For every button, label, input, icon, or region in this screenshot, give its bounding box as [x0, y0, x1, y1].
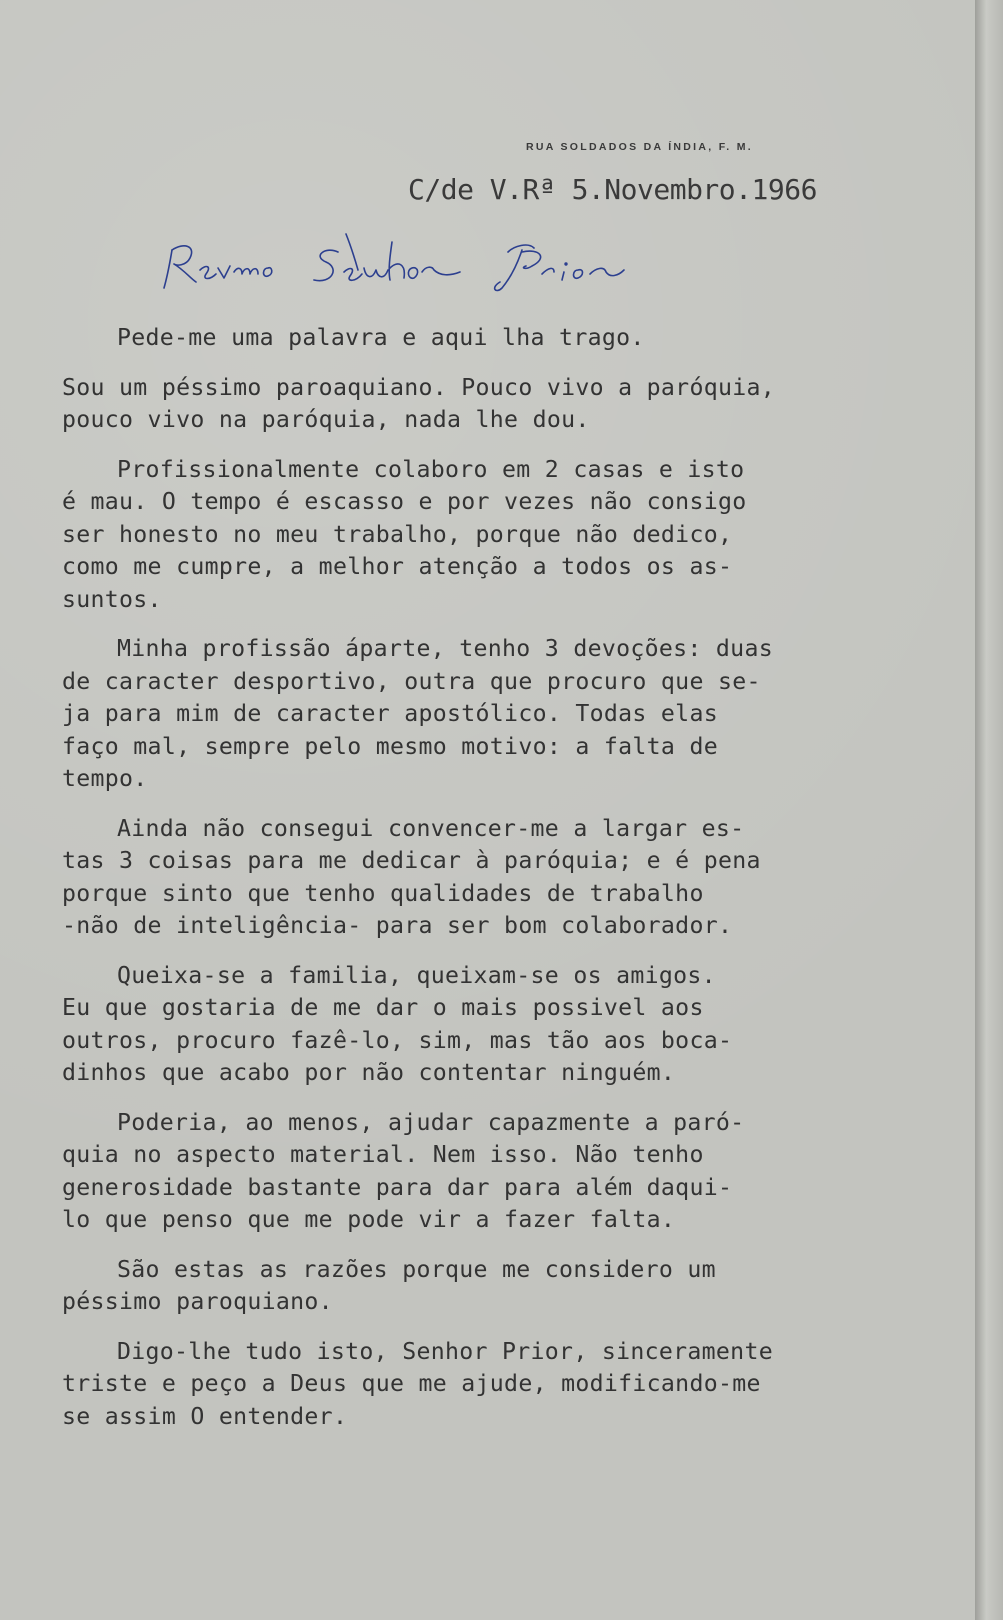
paragraph-6 [62, 960, 967, 1090]
text-line: Poderia, ao menos, ajudar capazmente a paró- [117, 1108, 745, 1136]
handwritten-salutation [150, 222, 630, 302]
text-line: generosidade bastante para dar para além daqui- [62, 1173, 733, 1201]
text-line: suntos. [62, 585, 162, 613]
paragraph-2 [62, 372, 967, 437]
paragraph-8 [62, 1254, 967, 1319]
paragraph-3 [62, 454, 967, 617]
text-line: ja para mim de caracter apostólico. Todas elas [62, 700, 718, 727]
text-line: Pede-me uma palavra e aqui lha trago. [117, 324, 645, 351]
text-line: Ainda não consegui convencer-me a largar es- [117, 814, 745, 842]
text-line: Sou um péssimo paroaquiano. Pouco vivo a paróquia, [62, 373, 776, 401]
text-line: Minha profissão áparte, tenho 3 devoções: duas [117, 635, 773, 662]
text-line: Profissionalmente colaboro em 2 casas e isto [117, 455, 745, 483]
paragraph-4 [62, 633, 967, 796]
letterhead-address: RUA SOLDADOS DA ÍNDIA, F. M. [526, 141, 753, 153]
text-line: de caracter desportivo, outra que procuro que se- [62, 667, 761, 695]
text-line: Digo-lhe tudo isto, Senhor Prior, sinceramente [117, 1337, 773, 1365]
text-line: triste e peço a Deus que me ajude, modificando-me [62, 1370, 761, 1397]
dateline: C/de V.Rª 5.Novembro.1966 [408, 173, 817, 206]
letter-body [62, 322, 967, 1450]
paragraph-7 [62, 1107, 967, 1237]
paragraph-9 [62, 1336, 967, 1434]
text-line: se assim O entender. [62, 1402, 348, 1430]
text-line: Eu que gostaria de me dar o mais possivel aos [62, 994, 704, 1021]
text-line: como me cumpre, a melhor atenção a todos os as- [62, 553, 733, 580]
text-line: péssimo paroquiano. [62, 1288, 333, 1315]
text-line: -não de inteligência- para ser bom colaborador. [62, 912, 733, 939]
text-line: tempo. [62, 765, 148, 792]
text-line: pouco vivo na paróquia, nada lhe dou. [62, 406, 590, 433]
text-line: faço mal, sempre pelo mesmo motivo: a falta de [62, 732, 718, 760]
paragraph-5 [62, 813, 967, 943]
text-line: Queixa-se a familia, queixam-se os amigos. [117, 961, 716, 989]
text-line: quia no aspecto material. Nem isso. Não tenho [62, 1141, 704, 1168]
text-line: porque sinto que tenho qualidades de trabalho [62, 879, 704, 907]
text-line: ser honesto no meu trabalho, porque não dedico, [62, 520, 733, 548]
text-line: outros, procuro fazê-lo, sim, mas tão aos boca- [62, 1026, 733, 1054]
text-line: tas 3 coisas para me dedicar à paróquia; e é pena [62, 847, 761, 874]
paragraph-1 [62, 322, 967, 355]
page-edge [975, 0, 1003, 1620]
text-line: dinhos que acabo por não contentar ninguém. [62, 1059, 676, 1086]
text-line: São estas as razões porque me considero um [117, 1255, 716, 1283]
text-line: lo que penso que me pode vir a fazer falta. [62, 1206, 676, 1233]
text-line: é mau. O tempo é escasso e por vezes não consigo [62, 488, 747, 515]
